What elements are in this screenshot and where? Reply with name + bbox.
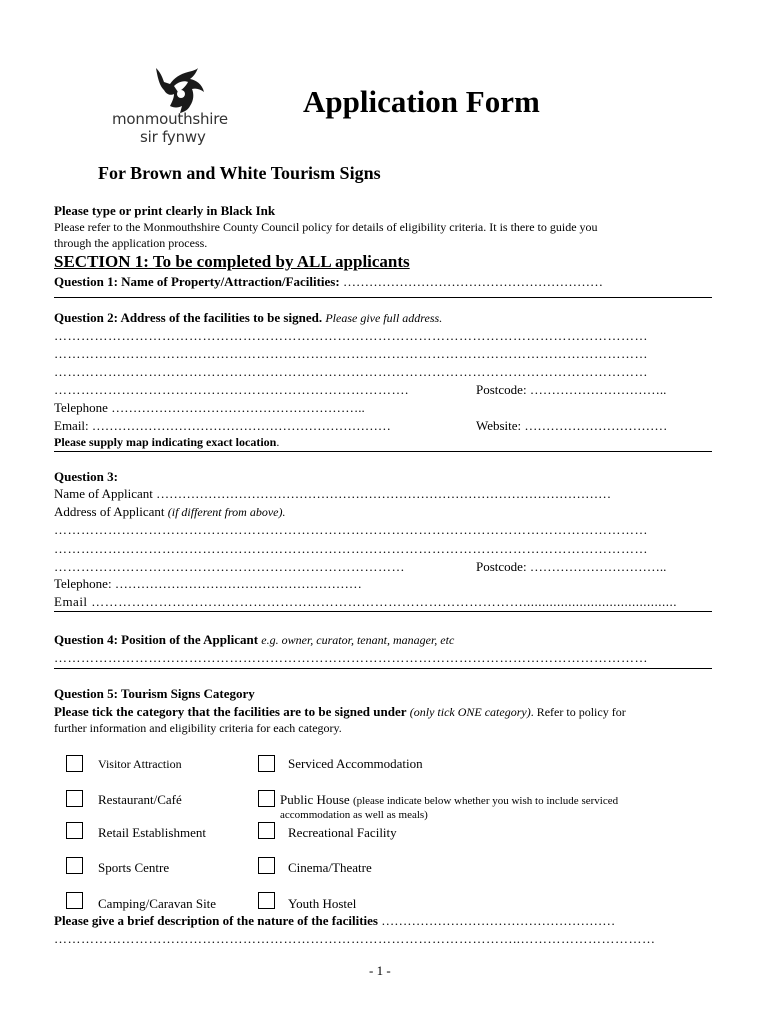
page-number: - 1 -: [369, 963, 391, 978]
applicant-telephone-label: Telephone:: [54, 576, 112, 591]
applicant-address-label: Address of Applicant: [54, 504, 165, 519]
telephone-label: Telephone: [54, 400, 108, 415]
label-restaurant-cafe: Restaurant/Café: [98, 792, 182, 807]
dragon-emblem-icon: [150, 64, 210, 116]
divider: [54, 451, 712, 452]
address-line-3[interactable]: ……………………………………………………………………………………………………………………: [54, 364, 648, 379]
question-5-instruction-rest: . Refer to policy for: [530, 705, 626, 719]
description-input[interactable]: ………………………………………………: [381, 913, 616, 928]
label-recreational-facility: Recreational Facility: [288, 825, 397, 840]
divider: [54, 297, 712, 298]
checkbox-camping-caravan-site[interactable]: [66, 892, 83, 909]
applicant-telephone-field[interactable]: [54, 576, 362, 592]
email-label: Email:: [54, 418, 89, 433]
question-1-label: Question 1: Name of Property/Attraction/Facilities:: [54, 274, 340, 289]
divider: [54, 668, 712, 669]
section-1-heading: SECTION 1: To be completed by ALL applicants: [54, 252, 410, 271]
applicant-address-hint: (if different from above).: [167, 505, 286, 519]
page-subtitle: For Brown and White Tourism Signs: [98, 163, 381, 183]
logo-line-1: monmouthshire: [112, 110, 228, 128]
label-public-house: [280, 792, 618, 808]
question-5-instruction-line-2: further information and eligibility criteria for each category.: [54, 721, 342, 735]
checkbox-recreational-facility[interactable]: [258, 822, 275, 839]
checkbox-retail-establishment[interactable]: [66, 822, 83, 839]
applicant-email-label: Email: [54, 594, 88, 609]
email-field[interactable]: [54, 418, 391, 434]
position-input[interactable]: ……………………………………………………………………………………………………………………: [54, 650, 648, 665]
page-title: Application Form: [303, 84, 540, 119]
map-note: [54, 435, 279, 450]
applicant-name-input[interactable]: ……………………………………………………………………………………………: [156, 486, 612, 501]
label-youth-hostel: Youth Hostel: [288, 896, 357, 911]
label-sports-centre: Sports Centre: [98, 860, 170, 875]
applicant-postcode-field[interactable]: [476, 559, 666, 575]
checkbox-restaurant-cafe[interactable]: [66, 790, 83, 807]
label-serviced-accommodation: Serviced Accommodation: [288, 756, 423, 771]
label-public-house-text: Public House: [280, 792, 350, 807]
description-field[interactable]: [54, 913, 615, 929]
question-5-instruction: [54, 704, 626, 720]
checkbox-serviced-accommodation[interactable]: [258, 755, 275, 772]
applicant-email-field[interactable]: [54, 594, 704, 610]
label-cinema-theatre: Cinema/Theatre: [288, 860, 372, 875]
logo-line-2: sir fynwy: [140, 128, 206, 146]
checkbox-public-house[interactable]: [258, 790, 275, 807]
postcode-input[interactable]: …………………………..: [529, 382, 667, 397]
checkbox-visitor-attraction[interactable]: [66, 755, 83, 772]
question-5-instruction-main: Please tick the category that the facilities are to be signed under: [54, 704, 407, 719]
telephone-field[interactable]: [54, 400, 365, 416]
instructions-line-1: Please refer to the Monmouthshire County Council policy for details of eligibility criteria. It is there to guide you: [54, 220, 598, 234]
applicant-postcode-label: Postcode:: [476, 559, 527, 574]
question-5-label: Question 5: Tourism Signs Category: [54, 686, 255, 701]
applicant-address-line-2[interactable]: ……………………………………………………………………………………………………………………: [54, 541, 648, 556]
applicant-email-input[interactable]: …………………………………………………………………………………….........................................: [91, 594, 678, 609]
address-line-1[interactable]: ……………………………………………………………………………………………………………………: [54, 328, 648, 343]
question-4-label: Question 4: Position of the Applicant: [54, 632, 259, 647]
question-3-label: Question 3:: [54, 469, 118, 484]
website-label: Website:: [476, 418, 522, 433]
email-input[interactable]: ……………………………………………………………: [91, 418, 391, 433]
applicant-postcode-input[interactable]: …………………………..: [529, 559, 667, 574]
instructions-heading: Please type or print clearly in Black Ink: [54, 203, 276, 218]
question-2-heading: [54, 310, 442, 326]
question-4-heading: [54, 632, 454, 648]
applicant-name-field[interactable]: [54, 486, 611, 502]
question-2-label: Question 2: Address of the facilities to be signed.: [54, 310, 323, 325]
address-line-4[interactable]: …………………………………………………………………….: [54, 382, 409, 397]
description-line-2[interactable]: …………………………………………………………………………………………..…………………………: [54, 931, 656, 946]
applicant-name-label: Name of Applicant: [54, 486, 153, 501]
divider: [54, 611, 712, 612]
checkbox-cinema-theatre[interactable]: [258, 857, 275, 874]
label-public-house-note-2: accommodation as well as meals): [280, 809, 428, 821]
checkbox-sports-centre[interactable]: [66, 857, 83, 874]
applicant-address-heading: [54, 504, 285, 520]
map-note-text: Please supply map indicating exact location: [54, 435, 277, 449]
instructions-line-2: through the application process.: [54, 236, 208, 250]
question-1-field[interactable]: ……………………………………………………: [342, 274, 603, 289]
website-field[interactable]: [476, 418, 667, 434]
website-input[interactable]: ……………………………: [524, 418, 668, 433]
label-public-house-note: (please indicate below whether you wish to include serviced: [352, 795, 619, 807]
checkbox-youth-hostel[interactable]: [258, 892, 275, 909]
postcode-field[interactable]: [476, 382, 666, 398]
question-4-hint: e.g. owner, curator, tenant, manager, etc: [261, 633, 455, 647]
telephone-input[interactable]: …………………………………………………..: [111, 400, 365, 415]
applicant-telephone-input[interactable]: …………………………………………………: [114, 576, 362, 591]
postcode-label: Postcode:: [476, 382, 527, 397]
address-line-2[interactable]: ……………………………………………………………………………………………………………………: [54, 346, 648, 361]
question-5-instruction-hint: (only tick ONE category): [409, 705, 531, 719]
applicant-address-line-1[interactable]: ……………………………………………………………………………………………………………………: [54, 522, 648, 537]
label-visitor-attraction: Visitor Attraction: [98, 757, 182, 771]
applicant-address-line-3[interactable]: ……………………………………………………………………: [54, 559, 405, 574]
question-1: [54, 274, 714, 290]
question-2-hint: Please give full address.: [325, 311, 443, 325]
label-retail-establishment: Retail Establishment: [98, 825, 206, 840]
label-camping-caravan-site: Camping/Caravan Site: [98, 896, 217, 911]
map-note-period: .: [276, 435, 280, 449]
description-label: Please give a brief description of the nature of the facilities: [54, 913, 378, 928]
